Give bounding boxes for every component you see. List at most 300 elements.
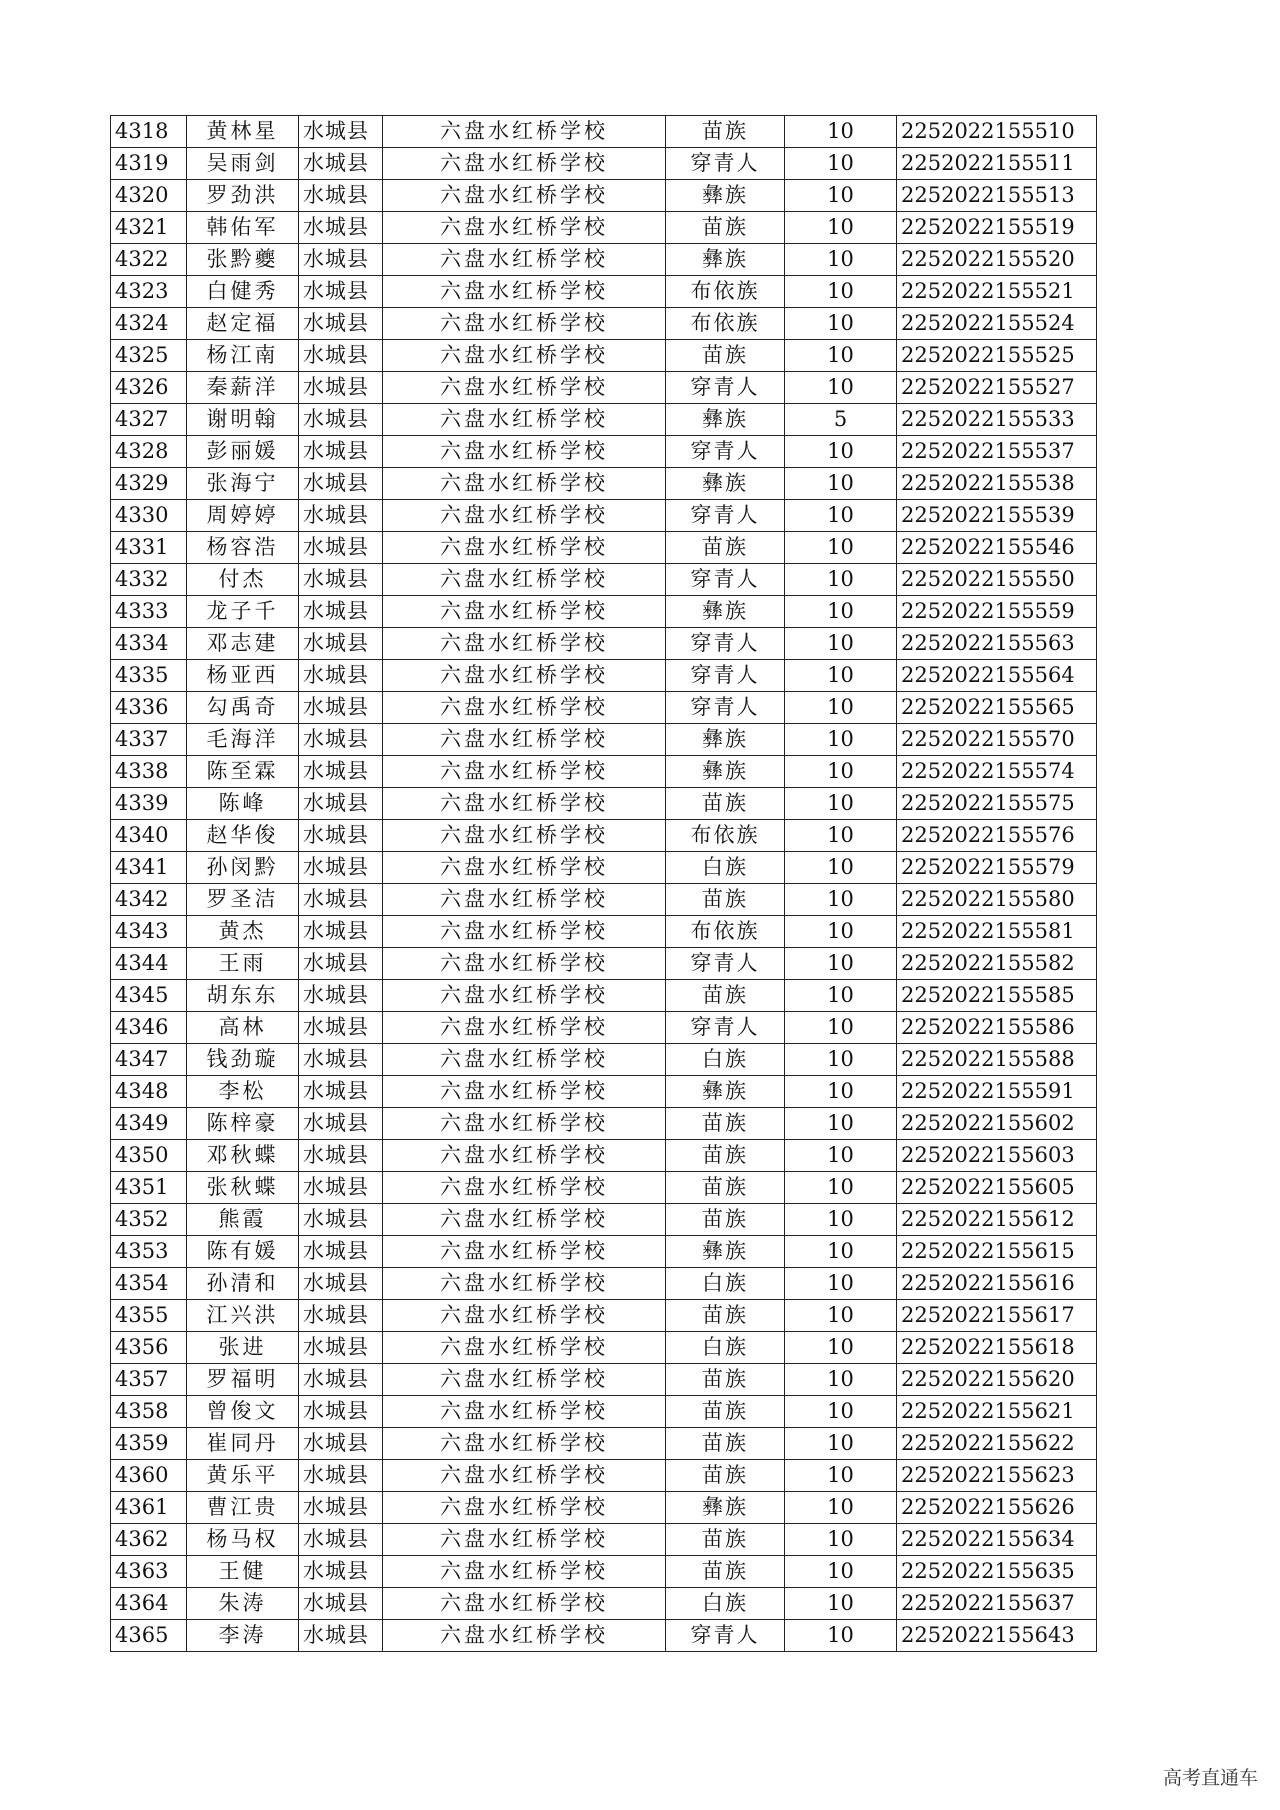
exam-id-cell: 2252022155635: [897, 1556, 1097, 1588]
score-cell: 10: [785, 1012, 897, 1044]
school-cell: 六盘水红桥学校: [383, 1172, 666, 1204]
school-cell: 六盘水红桥学校: [383, 372, 666, 404]
ethnicity-cell: 苗族: [666, 340, 785, 372]
school-cell: 六盘水红桥学校: [383, 1460, 666, 1492]
row-number-cell: 4339: [111, 788, 187, 820]
school-cell: 六盘水红桥学校: [383, 1524, 666, 1556]
ethnicity-cell: 彝族: [666, 1492, 785, 1524]
ethnicity-cell: 苗族: [666, 1364, 785, 1396]
exam-id-cell: 2252022155520: [897, 244, 1097, 276]
table-row: [111, 1524, 1097, 1556]
score-cell: 10: [785, 1332, 897, 1364]
student-name-cell: 罗圣洁: [187, 884, 299, 916]
county-cell: 水城县: [299, 436, 383, 468]
table-row: [111, 1140, 1097, 1172]
exam-id-cell: 2252022155622: [897, 1428, 1097, 1460]
table-row: [111, 1332, 1097, 1364]
row-number-cell: 4319: [111, 148, 187, 180]
score-cell: 10: [785, 276, 897, 308]
county-cell: 水城县: [299, 1044, 383, 1076]
school-cell: 六盘水红桥学校: [383, 148, 666, 180]
score-cell: 10: [785, 596, 897, 628]
exam-id-cell: 2252022155580: [897, 884, 1097, 916]
table-row: [111, 276, 1097, 308]
county-cell: 水城县: [299, 884, 383, 916]
row-number-cell: 4341: [111, 852, 187, 884]
county-cell: 水城县: [299, 692, 383, 724]
table-row: [111, 724, 1097, 756]
score-cell: 10: [785, 1204, 897, 1236]
student-name-cell: 陈有媛: [187, 1236, 299, 1268]
student-name-cell: 曾俊文: [187, 1396, 299, 1428]
county-cell: 水城县: [299, 788, 383, 820]
county-cell: 水城县: [299, 1556, 383, 1588]
school-cell: 六盘水红桥学校: [383, 820, 666, 852]
county-cell: 水城县: [299, 1588, 383, 1620]
county-cell: 水城县: [299, 1460, 383, 1492]
exam-id-cell: 2252022155576: [897, 820, 1097, 852]
school-cell: 六盘水红桥学校: [383, 596, 666, 628]
school-cell: 六盘水红桥学校: [383, 564, 666, 596]
row-number-cell: 4331: [111, 532, 187, 564]
school-cell: 六盘水红桥学校: [383, 1364, 666, 1396]
county-cell: 水城县: [299, 660, 383, 692]
score-cell: 10: [785, 1364, 897, 1396]
score-cell: 10: [785, 1620, 897, 1652]
table-row: [111, 1492, 1097, 1524]
row-number-cell: 4365: [111, 1620, 187, 1652]
student-name-cell: 杨容浩: [187, 532, 299, 564]
exam-id-cell: 2252022155519: [897, 212, 1097, 244]
exam-id-cell: 2252022155539: [897, 500, 1097, 532]
row-number-cell: 4349: [111, 1108, 187, 1140]
student-name-cell: 曹江贵: [187, 1492, 299, 1524]
score-cell: 10: [785, 884, 897, 916]
school-cell: 六盘水红桥学校: [383, 1620, 666, 1652]
table-row: [111, 692, 1097, 724]
score-cell: 10: [785, 852, 897, 884]
table-row: [111, 628, 1097, 660]
school-cell: 六盘水红桥学校: [383, 788, 666, 820]
score-cell: 10: [785, 372, 897, 404]
row-number-cell: 4346: [111, 1012, 187, 1044]
student-name-cell: 罗福明: [187, 1364, 299, 1396]
county-cell: 水城县: [299, 276, 383, 308]
county-cell: 水城县: [299, 308, 383, 340]
student-name-cell: 朱涛: [187, 1588, 299, 1620]
score-cell: 10: [785, 244, 897, 276]
table-row: [111, 1556, 1097, 1588]
row-number-cell: 4335: [111, 660, 187, 692]
county-cell: 水城县: [299, 820, 383, 852]
table-row: [111, 244, 1097, 276]
student-name-cell: 张进: [187, 1332, 299, 1364]
table-row: [111, 404, 1097, 436]
county-cell: 水城县: [299, 564, 383, 596]
table-row: [111, 340, 1097, 372]
row-number-cell: 4363: [111, 1556, 187, 1588]
ethnicity-cell: 穿青人: [666, 1012, 785, 1044]
exam-id-cell: 2252022155582: [897, 948, 1097, 980]
student-name-cell: 黄乐平: [187, 1460, 299, 1492]
score-cell: 10: [785, 308, 897, 340]
exam-id-cell: 2252022155621: [897, 1396, 1097, 1428]
ethnicity-cell: 布依族: [666, 820, 785, 852]
county-cell: 水城县: [299, 340, 383, 372]
student-name-cell: 龙子千: [187, 596, 299, 628]
row-number-cell: 4361: [111, 1492, 187, 1524]
county-cell: 水城县: [299, 372, 383, 404]
ethnicity-cell: 苗族: [666, 1108, 785, 1140]
ethnicity-cell: 布依族: [666, 308, 785, 340]
school-cell: 六盘水红桥学校: [383, 884, 666, 916]
ethnicity-cell: 白族: [666, 1332, 785, 1364]
ethnicity-cell: 苗族: [666, 1428, 785, 1460]
exam-id-cell: 2252022155510: [897, 116, 1097, 148]
school-cell: 六盘水红桥学校: [383, 244, 666, 276]
student-name-cell: 黄林星: [187, 116, 299, 148]
row-number-cell: 4330: [111, 500, 187, 532]
row-number-cell: 4328: [111, 436, 187, 468]
row-number-cell: 4351: [111, 1172, 187, 1204]
score-cell: 10: [785, 788, 897, 820]
score-cell: 10: [785, 948, 897, 980]
exam-id-cell: 2252022155521: [897, 276, 1097, 308]
ethnicity-cell: 布依族: [666, 276, 785, 308]
county-cell: 水城县: [299, 116, 383, 148]
score-cell: 10: [785, 1236, 897, 1268]
exam-id-cell: 2252022155643: [897, 1620, 1097, 1652]
score-cell: 10: [785, 1460, 897, 1492]
exam-id-cell: 2252022155524: [897, 308, 1097, 340]
school-cell: 六盘水红桥学校: [383, 852, 666, 884]
school-cell: 六盘水红桥学校: [383, 532, 666, 564]
school-cell: 六盘水红桥学校: [383, 1076, 666, 1108]
table-row: [111, 980, 1097, 1012]
student-name-cell: 陈梓豪: [187, 1108, 299, 1140]
exam-id-cell: 2252022155538: [897, 468, 1097, 500]
table-row: [111, 532, 1097, 564]
student-name-cell: 陈至霖: [187, 756, 299, 788]
ethnicity-cell: 穿青人: [666, 692, 785, 724]
roster-body: [111, 116, 1097, 1652]
student-name-cell: 崔同丹: [187, 1428, 299, 1460]
student-name-cell: 江兴洪: [187, 1300, 299, 1332]
row-number-cell: 4324: [111, 308, 187, 340]
school-cell: 六盘水红桥学校: [383, 116, 666, 148]
county-cell: 水城县: [299, 404, 383, 436]
table-row: [111, 564, 1097, 596]
row-number-cell: 4326: [111, 372, 187, 404]
county-cell: 水城县: [299, 628, 383, 660]
table-row: [111, 500, 1097, 532]
ethnicity-cell: 苗族: [666, 884, 785, 916]
school-cell: 六盘水红桥学校: [383, 1492, 666, 1524]
exam-id-cell: 2252022155575: [897, 788, 1097, 820]
student-name-cell: 周婷婷: [187, 500, 299, 532]
exam-id-cell: 2252022155634: [897, 1524, 1097, 1556]
table-row: [111, 212, 1097, 244]
table-row: [111, 116, 1097, 148]
student-name-cell: 张秋蝶: [187, 1172, 299, 1204]
table-row: [111, 1044, 1097, 1076]
score-cell: 5: [785, 404, 897, 436]
score-cell: 10: [785, 1140, 897, 1172]
student-name-cell: 彭丽媛: [187, 436, 299, 468]
school-cell: 六盘水红桥学校: [383, 1396, 666, 1428]
exam-id-cell: 2252022155511: [897, 148, 1097, 180]
exam-id-cell: 2252022155637: [897, 1588, 1097, 1620]
score-cell: 10: [785, 1492, 897, 1524]
score-cell: 10: [785, 1076, 897, 1108]
school-cell: 六盘水红桥学校: [383, 1428, 666, 1460]
ethnicity-cell: 彝族: [666, 756, 785, 788]
row-number-cell: 4352: [111, 1204, 187, 1236]
row-number-cell: 4357: [111, 1364, 187, 1396]
ethnicity-cell: 穿青人: [666, 372, 785, 404]
row-number-cell: 4325: [111, 340, 187, 372]
row-number-cell: 4360: [111, 1460, 187, 1492]
student-name-cell: 邓秋蝶: [187, 1140, 299, 1172]
student-name-cell: 吴雨剑: [187, 148, 299, 180]
row-number-cell: 4350: [111, 1140, 187, 1172]
ethnicity-cell: 白族: [666, 1588, 785, 1620]
school-cell: 六盘水红桥学校: [383, 180, 666, 212]
student-name-cell: 谢明翰: [187, 404, 299, 436]
exam-id-cell: 2252022155615: [897, 1236, 1097, 1268]
ethnicity-cell: 苗族: [666, 1172, 785, 1204]
student-name-cell: 邓志建: [187, 628, 299, 660]
table-row: [111, 756, 1097, 788]
score-cell: 10: [785, 1108, 897, 1140]
ethnicity-cell: 苗族: [666, 212, 785, 244]
exam-id-cell: 2252022155546: [897, 532, 1097, 564]
score-cell: 10: [785, 1524, 897, 1556]
school-cell: 六盘水红桥学校: [383, 1108, 666, 1140]
score-cell: 10: [785, 1300, 897, 1332]
county-cell: 水城县: [299, 916, 383, 948]
county-cell: 水城县: [299, 244, 383, 276]
student-name-cell: 钱劲璇: [187, 1044, 299, 1076]
school-cell: 六盘水红桥学校: [383, 340, 666, 372]
ethnicity-cell: 白族: [666, 1044, 785, 1076]
table-row: [111, 1300, 1097, 1332]
table-row: [111, 468, 1097, 500]
school-cell: 六盘水红桥学校: [383, 724, 666, 756]
school-cell: 六盘水红桥学校: [383, 1268, 666, 1300]
ethnicity-cell: 苗族: [666, 1300, 785, 1332]
ethnicity-cell: 穿青人: [666, 1620, 785, 1652]
exam-id-cell: 2252022155565: [897, 692, 1097, 724]
row-number-cell: 4344: [111, 948, 187, 980]
exam-id-cell: 2252022155591: [897, 1076, 1097, 1108]
school-cell: 六盘水红桥学校: [383, 1588, 666, 1620]
row-number-cell: 4333: [111, 596, 187, 628]
school-cell: 六盘水红桥学校: [383, 980, 666, 1012]
exam-id-cell: 2252022155588: [897, 1044, 1097, 1076]
ethnicity-cell: 彝族: [666, 180, 785, 212]
county-cell: 水城县: [299, 1140, 383, 1172]
student-name-cell: 秦薪洋: [187, 372, 299, 404]
county-cell: 水城县: [299, 1428, 383, 1460]
county-cell: 水城县: [299, 1268, 383, 1300]
table-row: [111, 916, 1097, 948]
table-row: [111, 1588, 1097, 1620]
ethnicity-cell: 穿青人: [666, 148, 785, 180]
table-row: [111, 884, 1097, 916]
student-name-cell: 王雨: [187, 948, 299, 980]
table-row: [111, 820, 1097, 852]
student-name-cell: 李涛: [187, 1620, 299, 1652]
exam-id-cell: 2252022155602: [897, 1108, 1097, 1140]
exam-id-cell: 2252022155585: [897, 980, 1097, 1012]
student-name-cell: 付杰: [187, 564, 299, 596]
score-cell: 10: [785, 180, 897, 212]
row-number-cell: 4358: [111, 1396, 187, 1428]
table-row: [111, 372, 1097, 404]
watermark-text: 高考直通车: [1162, 1767, 1258, 1789]
table-row: [111, 1364, 1097, 1396]
exam-id-cell: 2252022155564: [897, 660, 1097, 692]
county-cell: 水城县: [299, 1236, 383, 1268]
student-name-cell: 张海宁: [187, 468, 299, 500]
score-cell: 10: [785, 532, 897, 564]
row-number-cell: 4336: [111, 692, 187, 724]
row-number-cell: 4364: [111, 1588, 187, 1620]
ethnicity-cell: 穿青人: [666, 500, 785, 532]
row-number-cell: 4342: [111, 884, 187, 916]
row-number-cell: 4338: [111, 756, 187, 788]
school-cell: 六盘水红桥学校: [383, 1236, 666, 1268]
student-name-cell: 赵华俊: [187, 820, 299, 852]
table-row: [111, 180, 1097, 212]
row-number-cell: 4356: [111, 1332, 187, 1364]
exam-id-cell: 2252022155527: [897, 372, 1097, 404]
row-number-cell: 4354: [111, 1268, 187, 1300]
row-number-cell: 4329: [111, 468, 187, 500]
ethnicity-cell: 布依族: [666, 916, 785, 948]
ethnicity-cell: 苗族: [666, 116, 785, 148]
table-row: [111, 1268, 1097, 1300]
row-number-cell: 4340: [111, 820, 187, 852]
student-name-cell: 韩佑军: [187, 212, 299, 244]
county-cell: 水城县: [299, 1620, 383, 1652]
exam-id-cell: 2252022155612: [897, 1204, 1097, 1236]
exam-id-cell: 2252022155563: [897, 628, 1097, 660]
table-row: [111, 1108, 1097, 1140]
student-name-cell: 杨亚西: [187, 660, 299, 692]
row-number-cell: 4318: [111, 116, 187, 148]
student-name-cell: 罗劲洪: [187, 180, 299, 212]
school-cell: 六盘水红桥学校: [383, 308, 666, 340]
county-cell: 水城县: [299, 948, 383, 980]
exam-id-cell: 2252022155533: [897, 404, 1097, 436]
county-cell: 水城县: [299, 1076, 383, 1108]
county-cell: 水城县: [299, 980, 383, 1012]
ethnicity-cell: 苗族: [666, 1204, 785, 1236]
county-cell: 水城县: [299, 1524, 383, 1556]
row-number-cell: 4343: [111, 916, 187, 948]
county-cell: 水城县: [299, 532, 383, 564]
county-cell: 水城县: [299, 500, 383, 532]
student-name-cell: 白健秀: [187, 276, 299, 308]
school-cell: 六盘水红桥学校: [383, 1556, 666, 1588]
student-name-cell: 勾禹奇: [187, 692, 299, 724]
ethnicity-cell: 穿青人: [666, 948, 785, 980]
school-cell: 六盘水红桥学校: [383, 1204, 666, 1236]
row-number-cell: 4362: [111, 1524, 187, 1556]
student-name-cell: 王健: [187, 1556, 299, 1588]
county-cell: 水城县: [299, 212, 383, 244]
table-row: [111, 788, 1097, 820]
school-cell: 六盘水红桥学校: [383, 756, 666, 788]
table-row: [111, 1172, 1097, 1204]
school-cell: 六盘水红桥学校: [383, 1140, 666, 1172]
school-cell: 六盘水红桥学校: [383, 212, 666, 244]
school-cell: 六盘水红桥学校: [383, 628, 666, 660]
row-number-cell: 4334: [111, 628, 187, 660]
exam-id-cell: 2252022155623: [897, 1460, 1097, 1492]
student-name-cell: 胡东东: [187, 980, 299, 1012]
student-name-cell: 孙清和: [187, 1268, 299, 1300]
ethnicity-cell: 穿青人: [666, 628, 785, 660]
row-number-cell: 4327: [111, 404, 187, 436]
roster-table: [110, 115, 1097, 1652]
exam-id-cell: 2252022155581: [897, 916, 1097, 948]
exam-id-cell: 2252022155559: [897, 596, 1097, 628]
exam-id-cell: 2252022155574: [897, 756, 1097, 788]
row-number-cell: 4322: [111, 244, 187, 276]
row-number-cell: 4348: [111, 1076, 187, 1108]
student-name-cell: 张黔夔: [187, 244, 299, 276]
row-number-cell: 4359: [111, 1428, 187, 1460]
row-number-cell: 4321: [111, 212, 187, 244]
table-row: [111, 852, 1097, 884]
school-cell: 六盘水红桥学校: [383, 660, 666, 692]
student-name-cell: 黄杰: [187, 916, 299, 948]
row-number-cell: 4347: [111, 1044, 187, 1076]
exam-id-cell: 2252022155620: [897, 1364, 1097, 1396]
row-number-cell: 4353: [111, 1236, 187, 1268]
county-cell: 水城县: [299, 148, 383, 180]
county-cell: 水城县: [299, 1108, 383, 1140]
score-cell: 10: [785, 1172, 897, 1204]
county-cell: 水城县: [299, 1012, 383, 1044]
score-cell: 10: [785, 468, 897, 500]
county-cell: 水城县: [299, 756, 383, 788]
school-cell: 六盘水红桥学校: [383, 436, 666, 468]
score-cell: 10: [785, 340, 897, 372]
score-cell: 10: [785, 1268, 897, 1300]
school-cell: 六盘水红桥学校: [383, 404, 666, 436]
table-row: [111, 1012, 1097, 1044]
score-cell: 10: [785, 756, 897, 788]
school-cell: 六盘水红桥学校: [383, 276, 666, 308]
school-cell: 六盘水红桥学校: [383, 948, 666, 980]
student-name-cell: 陈峰: [187, 788, 299, 820]
score-cell: 10: [785, 212, 897, 244]
ethnicity-cell: 彝族: [666, 724, 785, 756]
row-number-cell: 4332: [111, 564, 187, 596]
ethnicity-cell: 彝族: [666, 1076, 785, 1108]
school-cell: 六盘水红桥学校: [383, 1300, 666, 1332]
ethnicity-cell: 苗族: [666, 1460, 785, 1492]
county-cell: 水城县: [299, 724, 383, 756]
exam-id-cell: 2252022155579: [897, 852, 1097, 884]
score-cell: 10: [785, 692, 897, 724]
score-cell: 10: [785, 116, 897, 148]
ethnicity-cell: 彝族: [666, 468, 785, 500]
